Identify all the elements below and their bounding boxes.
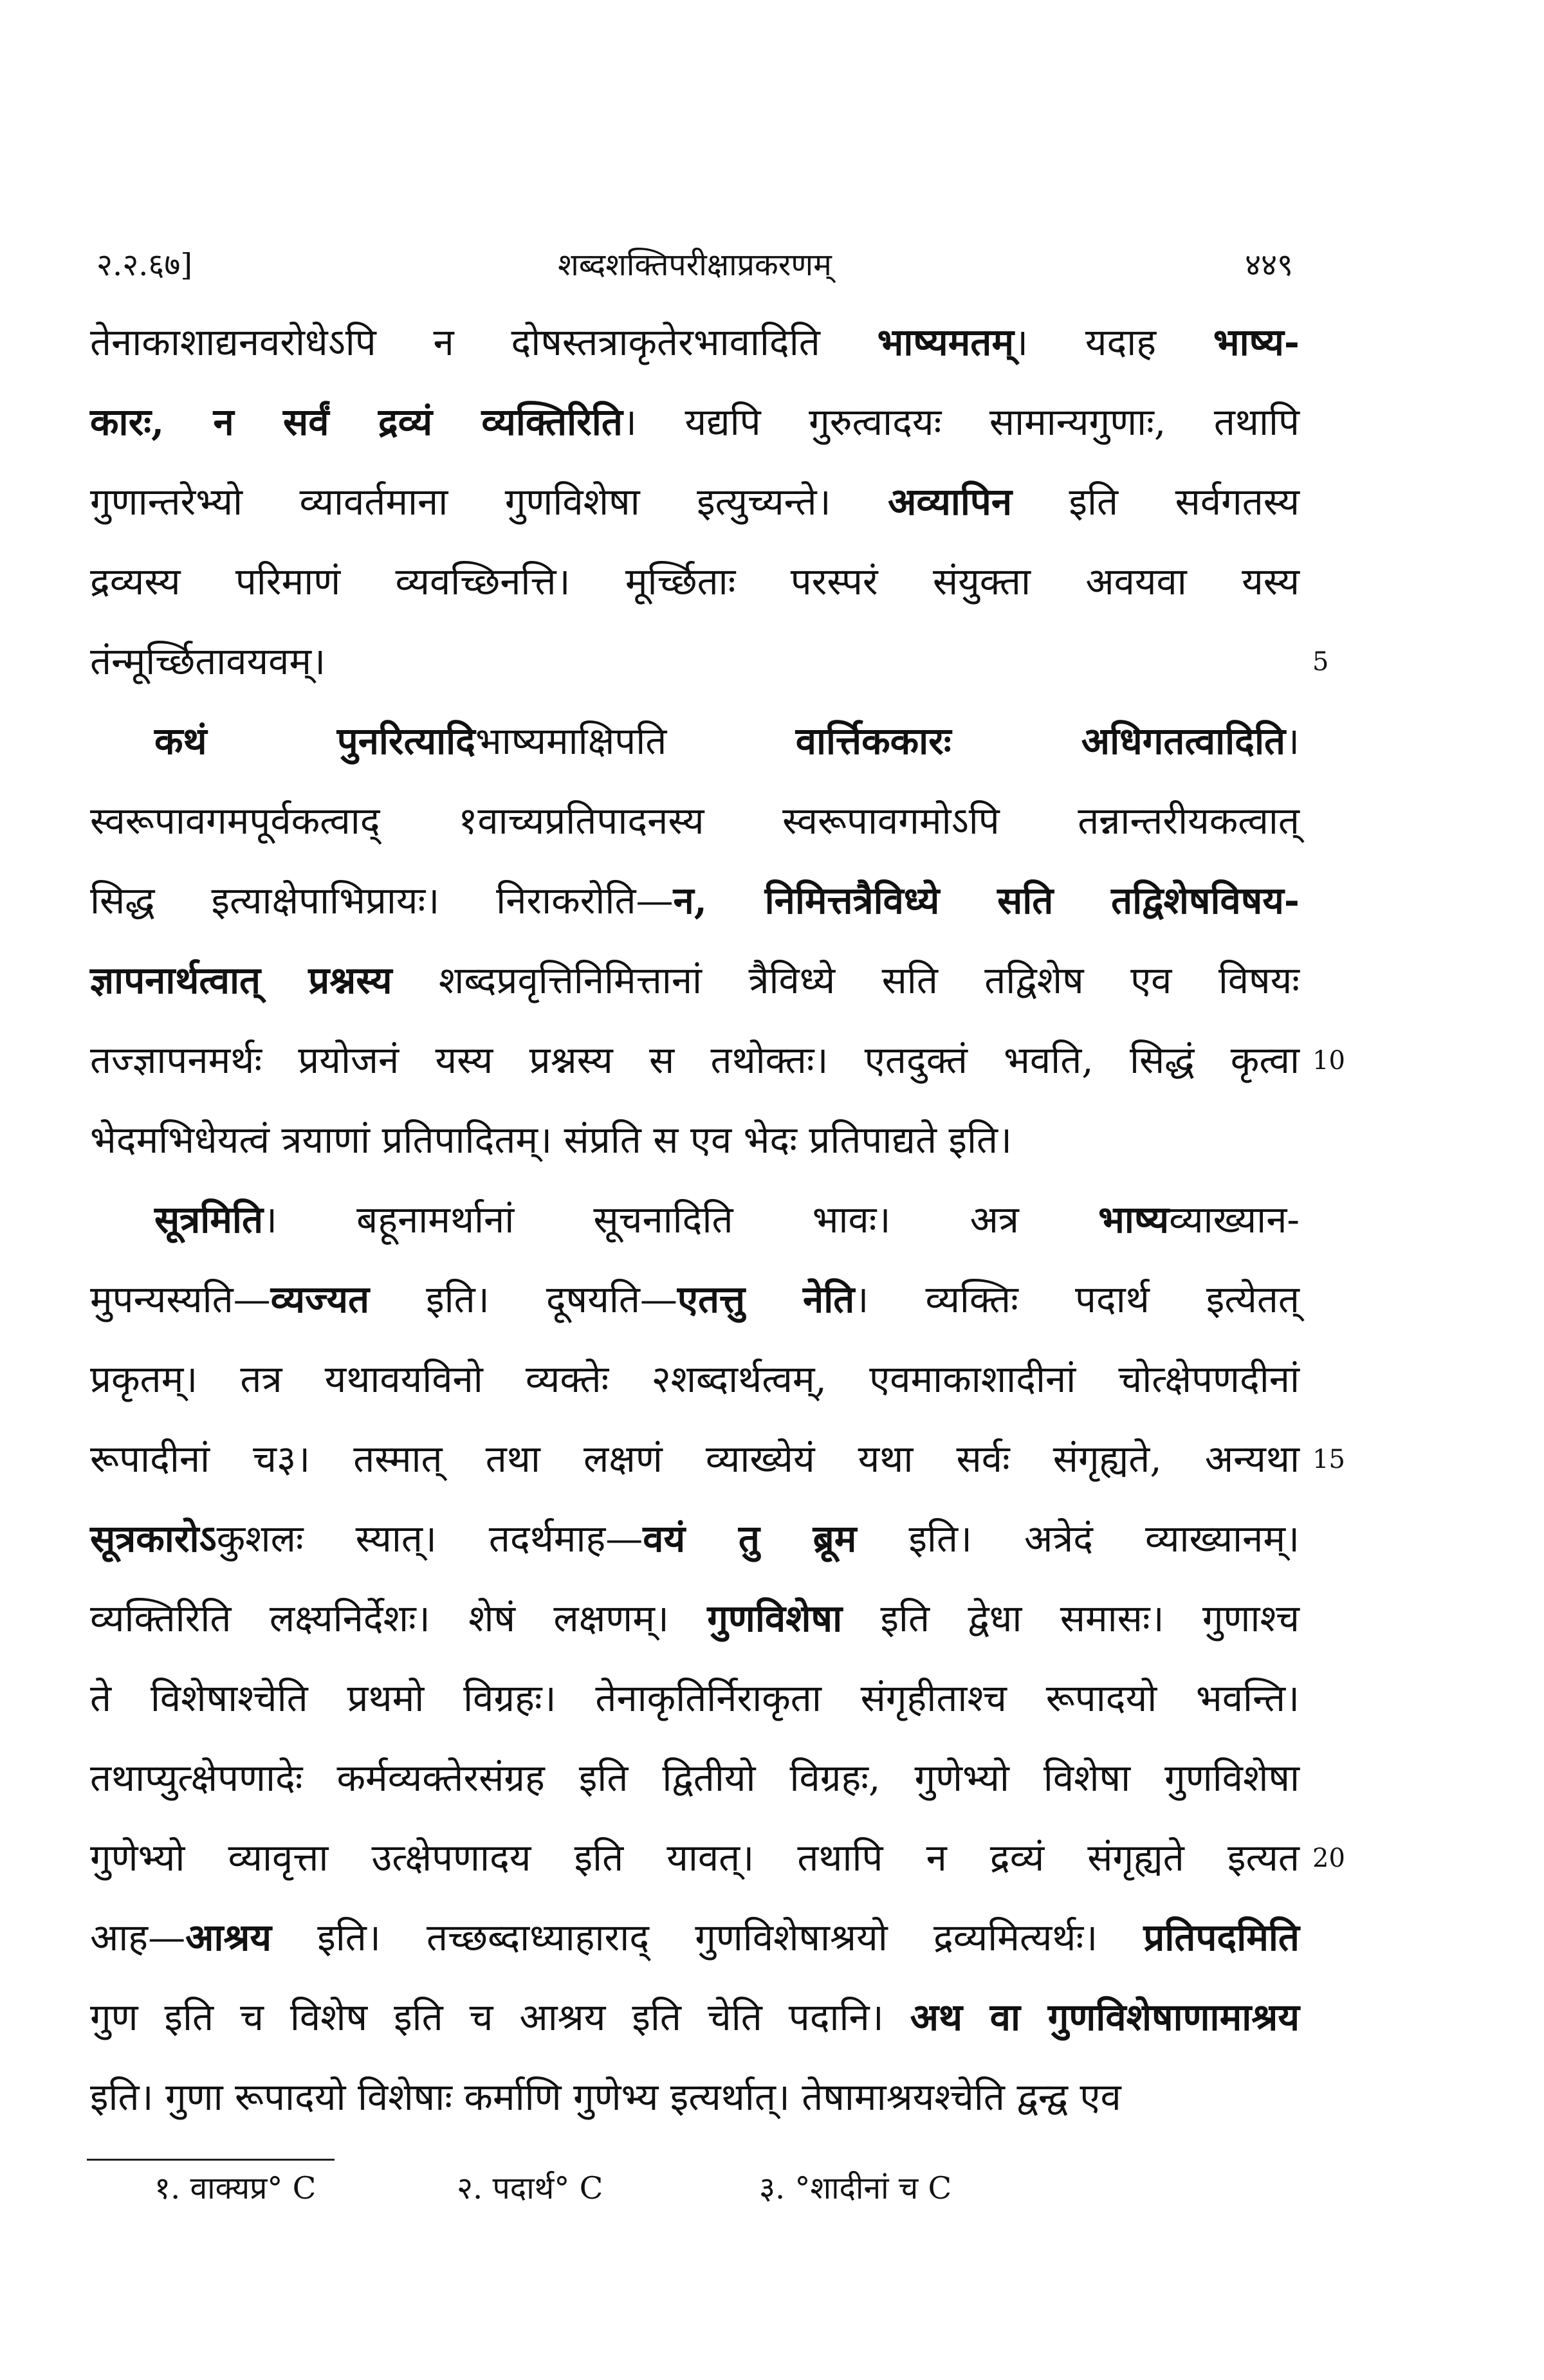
bold-lemma: सूत्रकारोऽ — [90, 1517, 217, 1561]
text-run: । बहूनामर्थानां सूचनादिति भावः। अत्र — [263, 1198, 1099, 1241]
text-line — [90, 861, 1300, 940]
bold-lemma: अव्यापिन — [888, 480, 1013, 524]
bold-lemma: सूत्रमिति — [154, 1198, 264, 1241]
text-line — [90, 1499, 1300, 1579]
commentary-text — [90, 302, 1300, 2137]
text-line — [90, 1738, 1300, 1818]
text-run: । यदाह — [1014, 320, 1213, 364]
text-line — [90, 1818, 1300, 1898]
text-line — [90, 2057, 1300, 2137]
text-line — [90, 1977, 1300, 2057]
text-run: । तस्मात् तथा लक्षणं व्याख्येयं यथा सर्वः संगृह्यते, अन्यथा — [296, 1437, 1300, 1481]
bold-lemma: आश्रय — [185, 1916, 272, 1959]
text-run: गुणान्तरेभ्यो व्यावर्तमाना गुणविशेषा इत्युच्यन्ते। — [90, 480, 888, 524]
text-line — [90, 701, 1300, 781]
text-run: इति। दूषयति— — [369, 1277, 677, 1321]
text-run: मुपन्यस्यति— — [90, 1277, 271, 1321]
text-line — [90, 1419, 1300, 1499]
text-line — [90, 1339, 1300, 1419]
page-number: ४४९ — [1245, 247, 1293, 283]
bold-lemma: गुणविशेषा — [707, 1597, 843, 1640]
text-line — [90, 781, 1300, 861]
line-number: 5 — [1312, 647, 1329, 677]
text-line — [90, 1579, 1300, 1658]
text-run: भाष्यमाक्षिपति — [475, 719, 796, 763]
text-run: व्यक्तिरिति लक्ष्यनिर्देशः। शेषं लक्षणम्। — [90, 1597, 708, 1640]
text-run: शब्दप्रवृत्तिनिमित्तानां त्रैविध्ये सति तद्विशेष एव विषयः — [392, 958, 1300, 1002]
bold-lemma: ज्ञापनार्थत्वात् प्रश्नस्य — [90, 958, 392, 1002]
text-line — [90, 1898, 1300, 1977]
text-line — [90, 302, 1300, 382]
text-run: सिद्ध इत्याक्षेपाभिप्रायः। निराकरोति— — [90, 879, 674, 922]
bold-lemma: भाष्य- — [1213, 320, 1300, 364]
text-run: । यद्यपि गुरुत्वादयः सामान्यगुणाः, तथापि — [622, 400, 1300, 444]
bold-lemma: न, निमित्तत्रैविध्ये सति तद्विशेषविषय- — [673, 879, 1300, 922]
text-run: तथाप्युत्क्षेपणादेः कर्मव्यक्तेरसंग्रह इति द्वितीयो विग्रहः, गुणेभ्यो विशेषा गुणविशेषा — [90, 1756, 1300, 1800]
text-run: इति सर्वगतस्य — [1012, 480, 1300, 524]
text-line — [90, 940, 1300, 1020]
text-run: १ — [458, 799, 478, 843]
line-number: 15 — [1312, 1445, 1345, 1474]
text-run: शब्दार्थत्वम्, एवमाकाशादीनां चोत्क्षेपणदीनां — [670, 1357, 1300, 1401]
bold-lemma: एतत्तु नेति — [677, 1277, 855, 1321]
text-run: । व्यक्तिः पदार्थ इत्येतत् — [854, 1277, 1300, 1321]
bold-lemma: कारः, न सर्वं द्रव्यं व्यक्तिरिति — [90, 400, 623, 444]
bold-lemma: अथ वा गुणविशेषाणामाश्रय — [910, 1995, 1300, 2039]
text-run: रूपादीनां च — [90, 1437, 277, 1481]
text-line — [90, 1259, 1300, 1339]
text-run: कुशलः स्यात्। तदर्थमाह— — [216, 1517, 643, 1561]
text-line — [90, 542, 1300, 621]
text-line — [90, 1020, 1300, 1100]
bold-lemma: भाष्यमतम् — [877, 320, 1015, 364]
text-run: इति द्वेधा समासः। गुणाश्च — [842, 1597, 1300, 1640]
text-run: २ — [651, 1357, 671, 1401]
text-line — [90, 621, 1300, 701]
text-run: प्रकृतम्। तत्र यथावयविनो व्यक्तेः — [90, 1357, 652, 1401]
bold-lemma: वार्त्तिककारः अधिगतत्वादिति — [795, 719, 1286, 763]
text-run: तेनाकाशाद्यनवरोधेऽपि न दोषस्तत्राकृतेरभावादिति — [90, 320, 878, 364]
text-run: ३ — [276, 1437, 297, 1481]
text-line — [90, 462, 1300, 542]
text-run: तज्ज्ञापनमर्थः प्रयोजनं यस्य प्रश्नस्य स तथोक्तः। एतदुक्तं भवति, सिद्धं कृत्वा — [90, 1038, 1300, 1082]
footnote-2: २. पदार्थ° C — [457, 2170, 603, 2206]
text-run: स्वरूपावगमपूर्वकत्वाद् — [90, 799, 459, 843]
text-line — [90, 1658, 1300, 1738]
text-run: व्याख्यान- — [1169, 1198, 1300, 1241]
text-line — [90, 1180, 1300, 1259]
text-run: इति। अत्रेदं व्याख्यानम्। — [856, 1517, 1300, 1561]
running-header — [96, 243, 1293, 288]
line-number: 10 — [1312, 1046, 1345, 1076]
bold-lemma: व्यज्यत — [270, 1277, 370, 1321]
chapter-title: शब्दशक्तिपरीक्षाप्रकरणम् — [558, 247, 832, 283]
text-run: तंन्मूर्च्छितावयवम्। — [90, 639, 326, 683]
text-run: आह— — [90, 1916, 186, 1959]
bold-lemma: कथं पुनरित्यादि — [154, 719, 475, 763]
text-run: ते विशेषाश्चेति प्रथमो विग्रहः। तेनाकृतिर्निराकृता संगृहीताश्च रूपादयो भवन्ति। — [90, 1676, 1300, 1720]
footnote-3: ३. °शादीनां च C — [759, 2170, 952, 2206]
text-run: इति। गुणा रूपादयो विशेषाः कर्माणि गुणेभ्य इत्यर्थात्। तेषामाश्रयश्चेति द्वन्द्व एव — [90, 2075, 1121, 2119]
text-run: । — [1285, 719, 1300, 763]
text-line — [90, 382, 1300, 462]
text-run: इति। तच्छब्दाध्याहाराद् गुणविशेषाश्रयो द्रव्यमित्यर्थः। — [271, 1916, 1144, 1959]
footnote-1: १. वाक्यप्र° C — [154, 2170, 317, 2206]
text-line — [90, 1100, 1300, 1180]
line-number: 20 — [1312, 1844, 1345, 1873]
text-run: गुणेभ्यो व्यावृत्ता उत्क्षेपणादय इति यावत्। तथापि न द्रव्यं संगृह्यते इत्यत — [90, 1836, 1300, 1880]
text-run: वाच्यप्रतिपादनस्य स्वरूपावगमोऽपि तन्नान्तरीयकत्वात् — [477, 799, 1300, 843]
bold-lemma: प्रतिपदमिति — [1143, 1916, 1300, 1959]
footnotes — [154, 2166, 1248, 2218]
text-run: द्रव्यस्य परिमाणं व्यवच्छिनत्ति। मूर्च्छिताः परस्परं संयुक्ता अवयवा यस्य — [90, 560, 1300, 603]
bold-lemma: भाष्य — [1098, 1198, 1170, 1241]
text-run: भेदमभिधेयत्वं त्रयाणां प्रतिपादितम्। संप्रति स एव भेदः प्रतिपाद्यते इति। — [90, 1118, 1013, 1162]
section-reference: २.२.६७] — [96, 247, 193, 283]
footnote-rule — [87, 2159, 335, 2161]
bold-lemma: वयं तु ब्रूम — [643, 1517, 857, 1561]
text-run: गुण इति च विशेष इति च आश्रय इति चेति पदानि। — [90, 1995, 910, 2039]
